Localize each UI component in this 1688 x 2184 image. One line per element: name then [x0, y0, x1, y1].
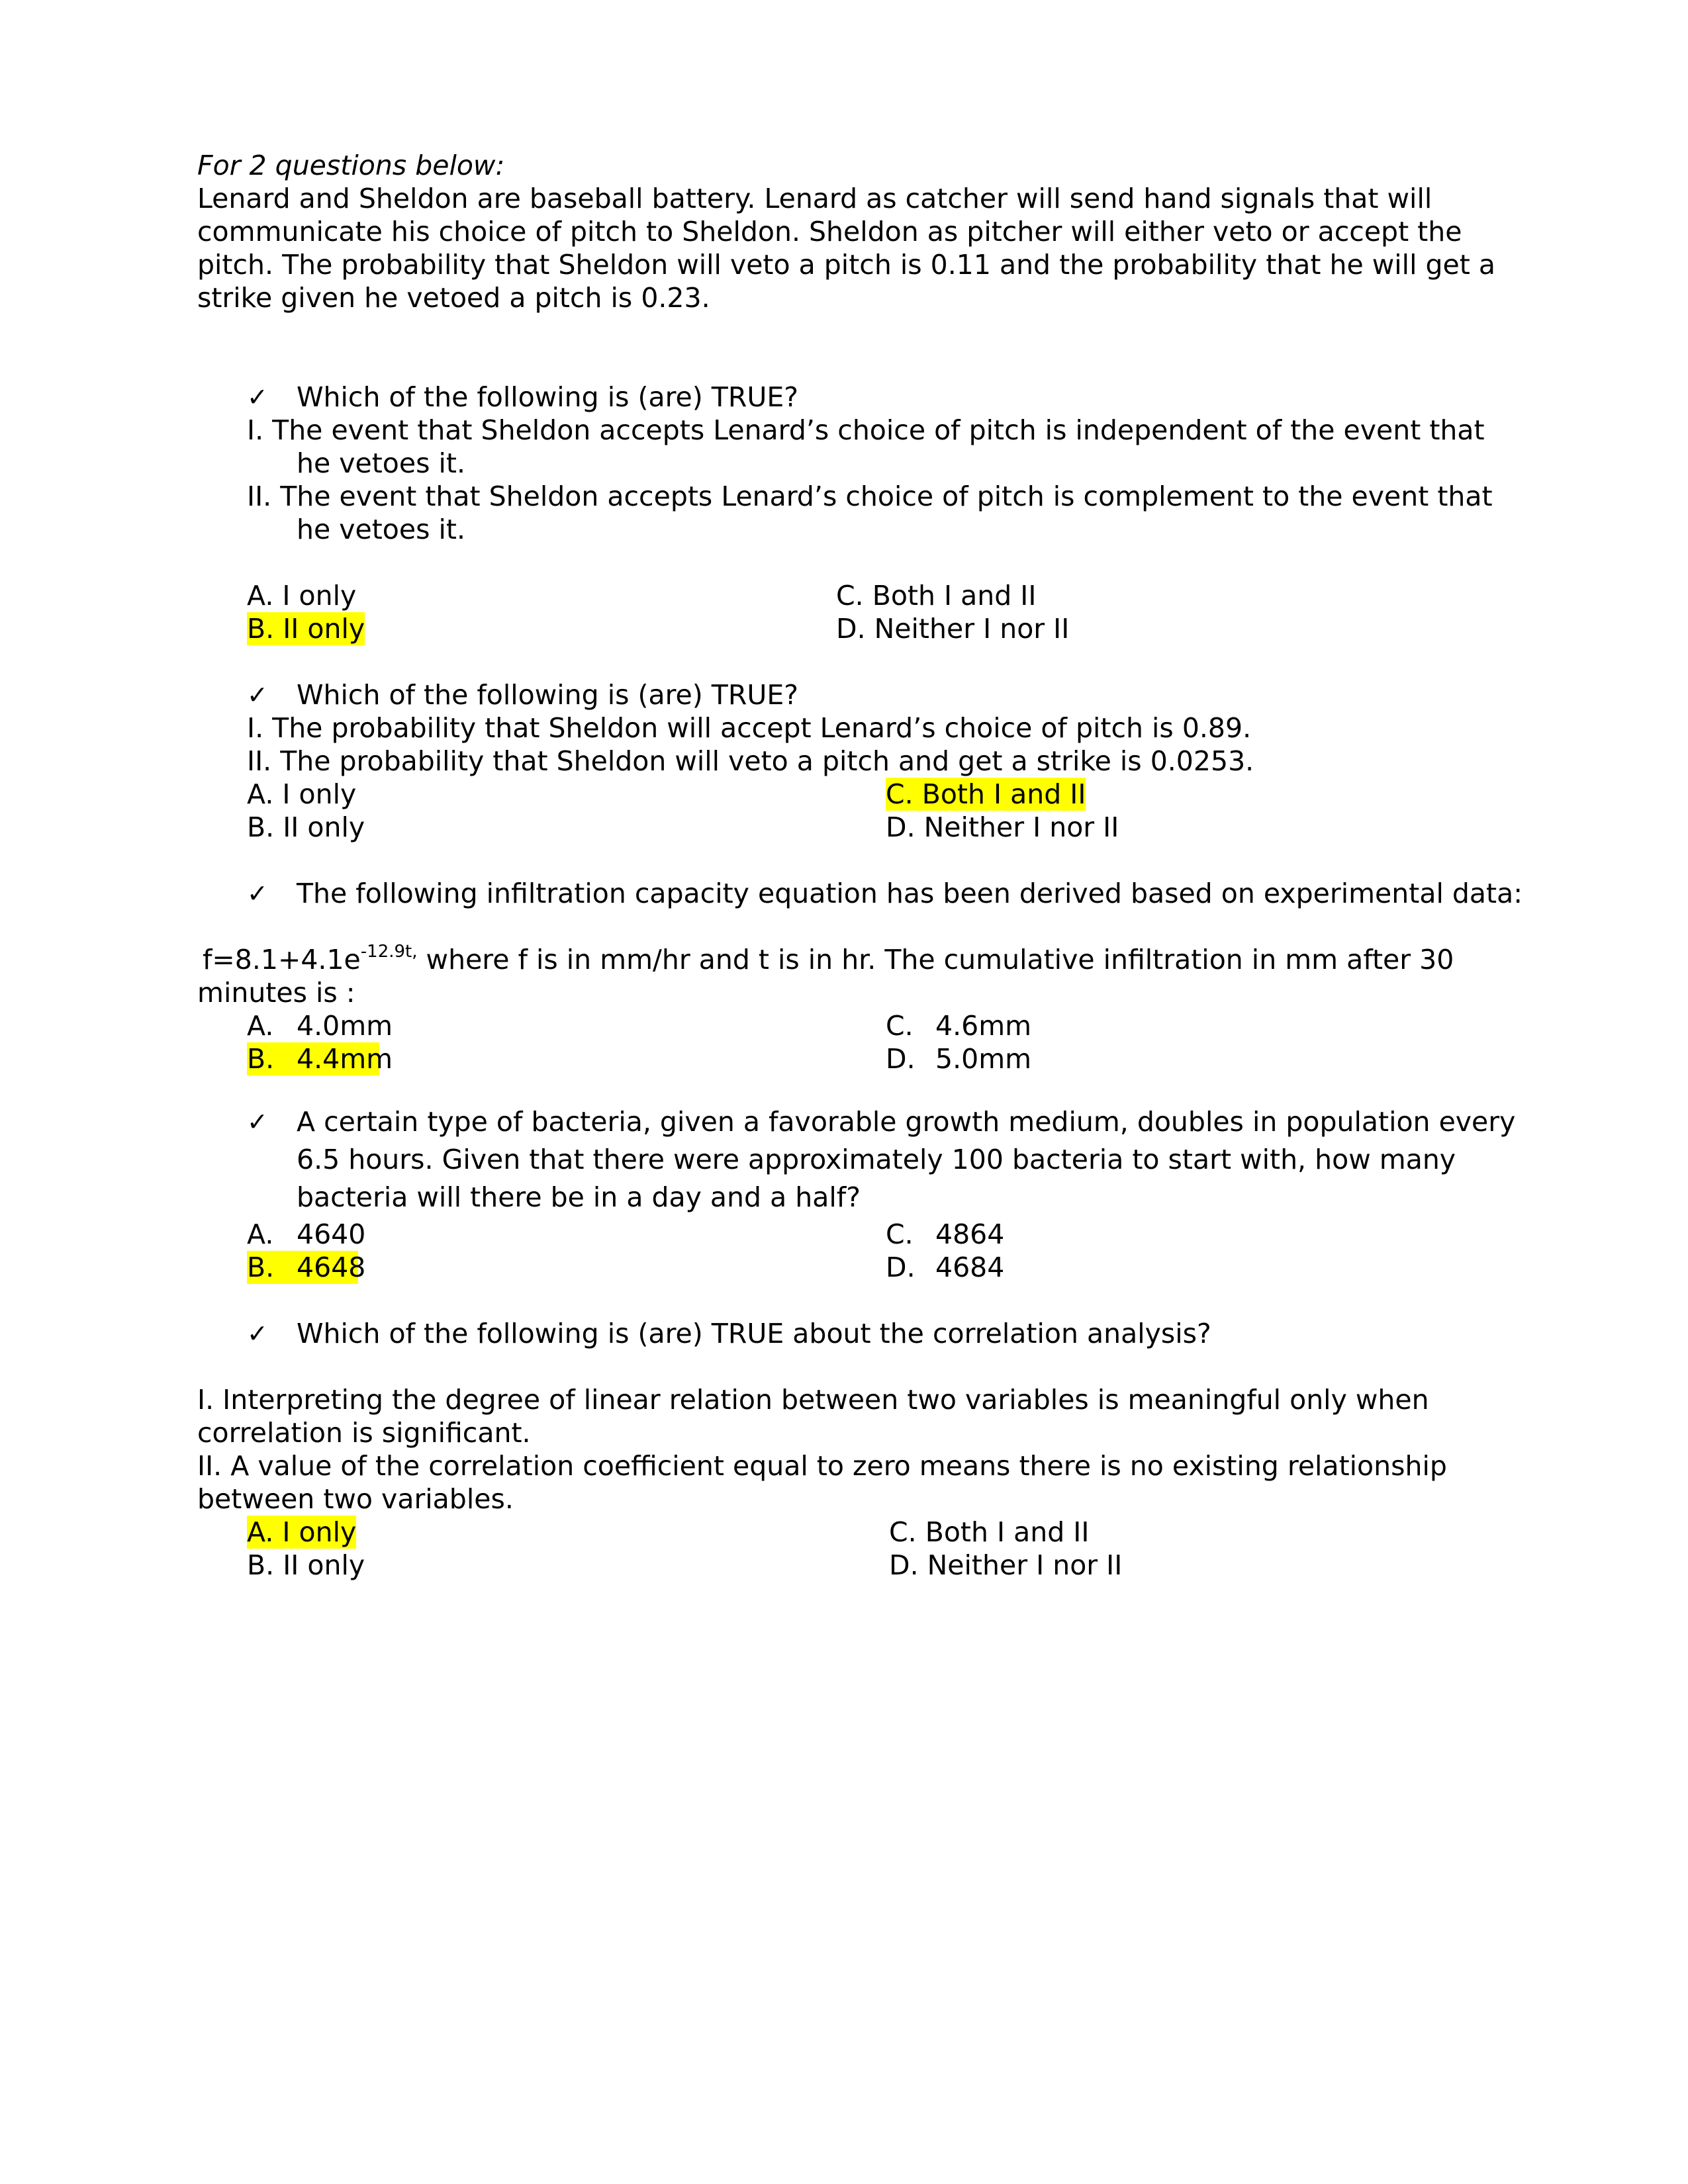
statement-i-continued: correlation is significant.: [197, 1417, 531, 1449]
checkmark-icon: ✓: [247, 879, 268, 908]
choice-c-text: 4864: [935, 1218, 1005, 1250]
question-line: bacteria will there be in a day and a half?: [297, 1181, 861, 1213]
choice-b: B. II only: [247, 1549, 365, 1581]
statement-i: I. The probability that Sheldon will accept Lenard’s choice of pitch is 0.89.: [247, 712, 1252, 744]
statement-i: I. The event that Sheldon accepts Lenard’s choice of pitch is independent of the event that: [247, 414, 1485, 446]
choice-c-highlighted: C. Both I and II: [886, 778, 1086, 810]
choice-a: A. I only: [247, 778, 357, 810]
choice-a-letter: A.: [247, 1010, 274, 1042]
choice-b-text: 4.4mm: [297, 1043, 393, 1075]
choice-a: A. I only: [247, 580, 357, 612]
intro-line: communicate his choice of pitch to Sheldon. Sheldon as pitcher will either veto or accept the: [197, 216, 1462, 248]
choice-b-letter: B.: [247, 1251, 275, 1283]
statement-ii: II. The probability that Sheldon will veto a pitch and get a strike is 0.0253.: [247, 745, 1254, 777]
choice-b-letter: B.: [247, 1043, 275, 1075]
choice-d: D. Neither I nor II: [889, 1549, 1123, 1581]
statement-i: I. Interpreting the degree of linear relation between two variables is meaningful only when: [197, 1384, 1429, 1416]
statement-ii-continued: he vetoes it.: [297, 514, 466, 545]
choice-a-text: 4640: [297, 1218, 366, 1250]
intro-line: strike given he vetoed a pitch is 0.23.: [197, 282, 710, 314]
choice-b-highlighted: [247, 1042, 393, 1075]
checkmark-icon: ✓: [247, 383, 268, 412]
equation-line-2: minutes is :: [197, 977, 355, 1009]
question-line: 6.5 hours. Given that there were approximately 100 bacteria to start with, how many: [297, 1144, 1456, 1175]
choice-d-letter: D.: [886, 1043, 915, 1075]
checkmark-icon: ✓: [247, 1107, 268, 1136]
choice-d-letter: D.: [886, 1251, 915, 1283]
question-stem: Which of the following is (are) TRUE?: [297, 381, 799, 413]
choice-c-letter: C.: [886, 1010, 914, 1042]
question-stem: Which of the following is (are) TRUE?: [297, 679, 799, 711]
statement-i-continued: he vetoes it.: [297, 447, 466, 479]
choice-c-letter: C.: [886, 1218, 914, 1250]
question-stem: The following infiltration capacity equation has been derived based on experimental data:: [297, 878, 1523, 909]
intro-line: Lenard and Sheldon are baseball battery. Lenard as catcher will send hand signals that will: [197, 183, 1432, 214]
choice-b-text: 4648: [297, 1251, 366, 1283]
choice-c: C. Both I and II: [836, 580, 1037, 612]
question-stem: Which of the following is (are) TRUE about the correlation analysis?: [297, 1318, 1211, 1349]
equation-description: where f is in mm/hr and t is in hr. The cumulative infiltration in mm after 30: [417, 944, 1454, 976]
question-line: A certain type of bacteria, given a favorable growth medium, doubles in population every: [297, 1106, 1516, 1138]
intro-heading: For 2 questions below:: [197, 150, 505, 181]
choice-d-text: 4684: [935, 1251, 1005, 1283]
choice-b-highlighted: B. II only: [247, 613, 365, 645]
choice-d: D. Neither I nor II: [836, 613, 1070, 645]
choice-b-highlighted: [247, 1251, 366, 1284]
choice-c: C. Both I and II: [889, 1516, 1090, 1548]
choice-a-text: 4.0mm: [297, 1010, 393, 1042]
checkmark-icon: ✓: [247, 680, 268, 709]
statement-ii: II. A value of the correlation coefficient equal to zero means there is no existing relationship: [197, 1450, 1447, 1482]
choice-a-highlighted: A. I only: [247, 1516, 357, 1548]
equation-exponent: -12.9t,: [360, 942, 418, 962]
equation-base: f=8.1+4.1e: [203, 944, 361, 976]
choice-a-letter: A.: [247, 1218, 274, 1250]
choice-d: D. Neither I nor II: [886, 811, 1119, 843]
equation-line: [203, 943, 1454, 976]
choice-b: B. II only: [247, 811, 365, 843]
statement-ii: II. The event that Sheldon accepts Lenard’s choice of pitch is complement to the event that: [247, 480, 1493, 512]
checkmark-icon: ✓: [247, 1319, 268, 1348]
statement-ii-continued: between two variables.: [197, 1483, 514, 1515]
choice-d-text: 5.0mm: [935, 1043, 1032, 1075]
choice-c-text: 4.6mm: [935, 1010, 1032, 1042]
intro-line: pitch. The probability that Sheldon will veto a pitch is 0.11 and the probability that he will get a: [197, 249, 1495, 281]
